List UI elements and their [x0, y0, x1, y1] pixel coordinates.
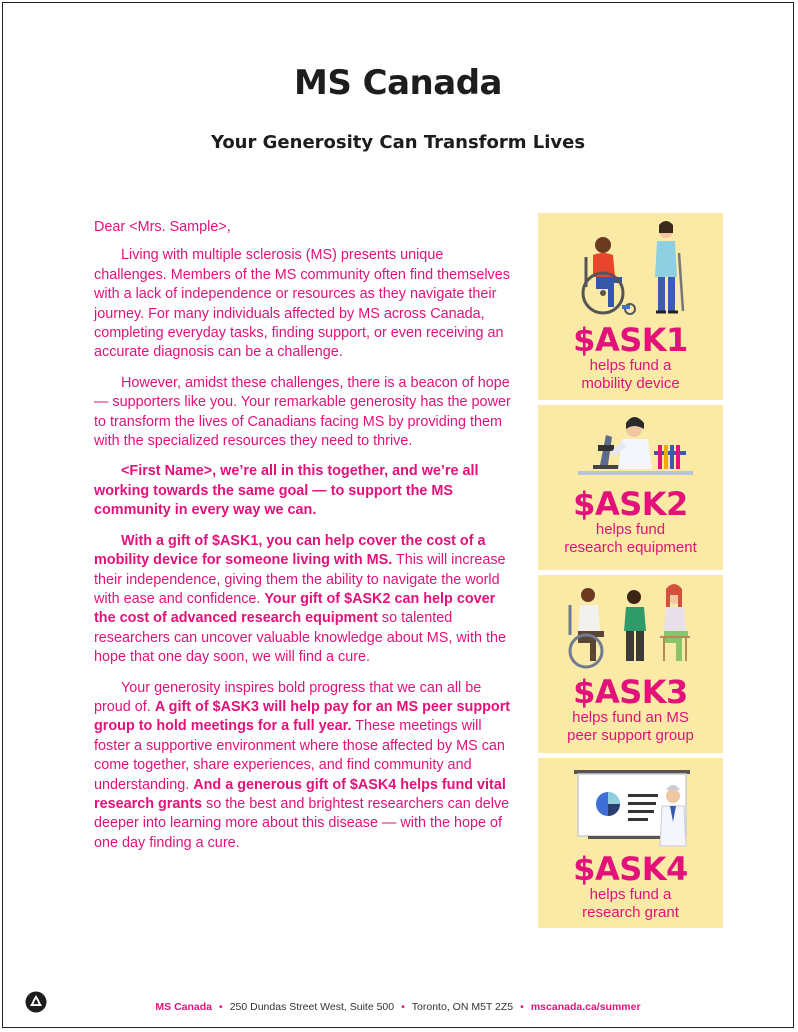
ask3-amount: $ASK3: [573, 673, 688, 711]
letter-body: [94, 218, 514, 864]
paragraph-4-text-2: so talented researchers can uncover valuable knowledge about MS, with the hope that one day soon, we will find a cure.: [94, 610, 506, 666]
paragraph-5-text-2: These meetings will foster a supportive environment where those affected by MS can come together, share experiences, and find community and understanding.: [94, 718, 505, 793]
ask-card-3: [538, 575, 723, 753]
letter-page: [2, 2, 794, 1028]
ask1-line2: mobility device: [581, 375, 680, 392]
page-headline: Your Generosity Can Transform Lives: [210, 132, 586, 153]
ask-card-1: [538, 213, 723, 400]
support-group-illustration: [538, 575, 723, 675]
ask3-line2: peer support group: [567, 727, 694, 744]
ask2-bold-text: Your gift of $ASK2 can help cover the cost of advanced research equipment: [94, 590, 496, 627]
footer-city: Toronto, ON M5T 2Z5: [411, 1001, 514, 1013]
ask2-line2: research equipment: [564, 539, 697, 556]
ask2-amount: $ASK2: [573, 485, 688, 523]
ask3-bold-text: A gift of $ASK3 will help pay for an MS peer support group to hold meetings for a full year.: [94, 698, 511, 735]
ask3-line1: helps fund an MS: [572, 709, 689, 726]
footer-separator: •: [219, 1001, 223, 1013]
footer: [3, 1001, 793, 1013]
footer-separator: •: [520, 1001, 524, 1013]
presentation-doctor-illustration: [538, 758, 723, 852]
ask1-bold-text: With a gift of $ASK1, you can help cover the cost of a mobility device for someone living with MS.: [94, 532, 486, 569]
ask4-line1: helps fund a: [589, 886, 672, 903]
paragraph-5-text-3: so the best and brightest researchers can delve deeper into learning more about this disease — with the hope of one day finding a cure.: [94, 795, 510, 851]
ask-card-2: [538, 405, 723, 570]
researcher-microscope-illustration: [538, 405, 723, 487]
wheelchair-people-illustration: [538, 213, 723, 323]
ask1-line1: helps fund a: [589, 357, 672, 374]
paragraph-4: [94, 532, 514, 668]
ask4-amount: $ASK4: [573, 850, 688, 888]
ask4-line2: research grant: [582, 904, 679, 921]
paragraph-3: [94, 462, 514, 520]
ms-canada-logo: MS Canada: [294, 63, 502, 103]
ask4-bold-text: And a generous gift of $ASK4 helps fund vital research grants: [94, 776, 506, 812]
footer-url-link[interactable]: mscanada.ca/summer: [530, 1001, 641, 1013]
ask2-line1: helps fund: [595, 521, 666, 538]
ask-card-4: [538, 758, 723, 928]
paragraph-1: Living with multiple sclerosis (MS) presents unique challenges. Members of the MS community often find themselves with a lack of independence or resources as they navigate their journey. For many individuals affected by MS across Canada, completing everyday tasks, finding support, or even receiving an accurate diagnosis can be a challenge.: [94, 247, 510, 361]
footer-brand: MS Canada: [155, 1001, 213, 1013]
footer-address: 250 Dundas Street West, Suite 500: [229, 1001, 395, 1013]
paragraph-4-text-1: This will increase their independence, giving them the ability to navigate the world with ease and confidence.: [94, 552, 506, 607]
paragraph-5: [94, 679, 514, 854]
ask1-amount: $ASK1: [573, 321, 688, 359]
footer-separator: •: [401, 1001, 405, 1013]
paragraph-3-bold: <First Name>, we’re all in this together, and we’re all working towards the same goal — to support the MS community in every way we can.: [94, 463, 479, 519]
paragraph-5-text-1: Your generosity inspires bold progress that we can all be proud of.: [94, 679, 482, 715]
paragraph-2: However, amidst these challenges, there is a beacon of hope — supporters like you. Your remarkable generosity has the power to transform the lives of Canadians facing MS by providing them with the specialized resources they need to thrive.: [94, 374, 511, 450]
salutation: Dear <Mrs. Sample>,: [94, 219, 231, 235]
ask-sidebar: [538, 213, 723, 933]
